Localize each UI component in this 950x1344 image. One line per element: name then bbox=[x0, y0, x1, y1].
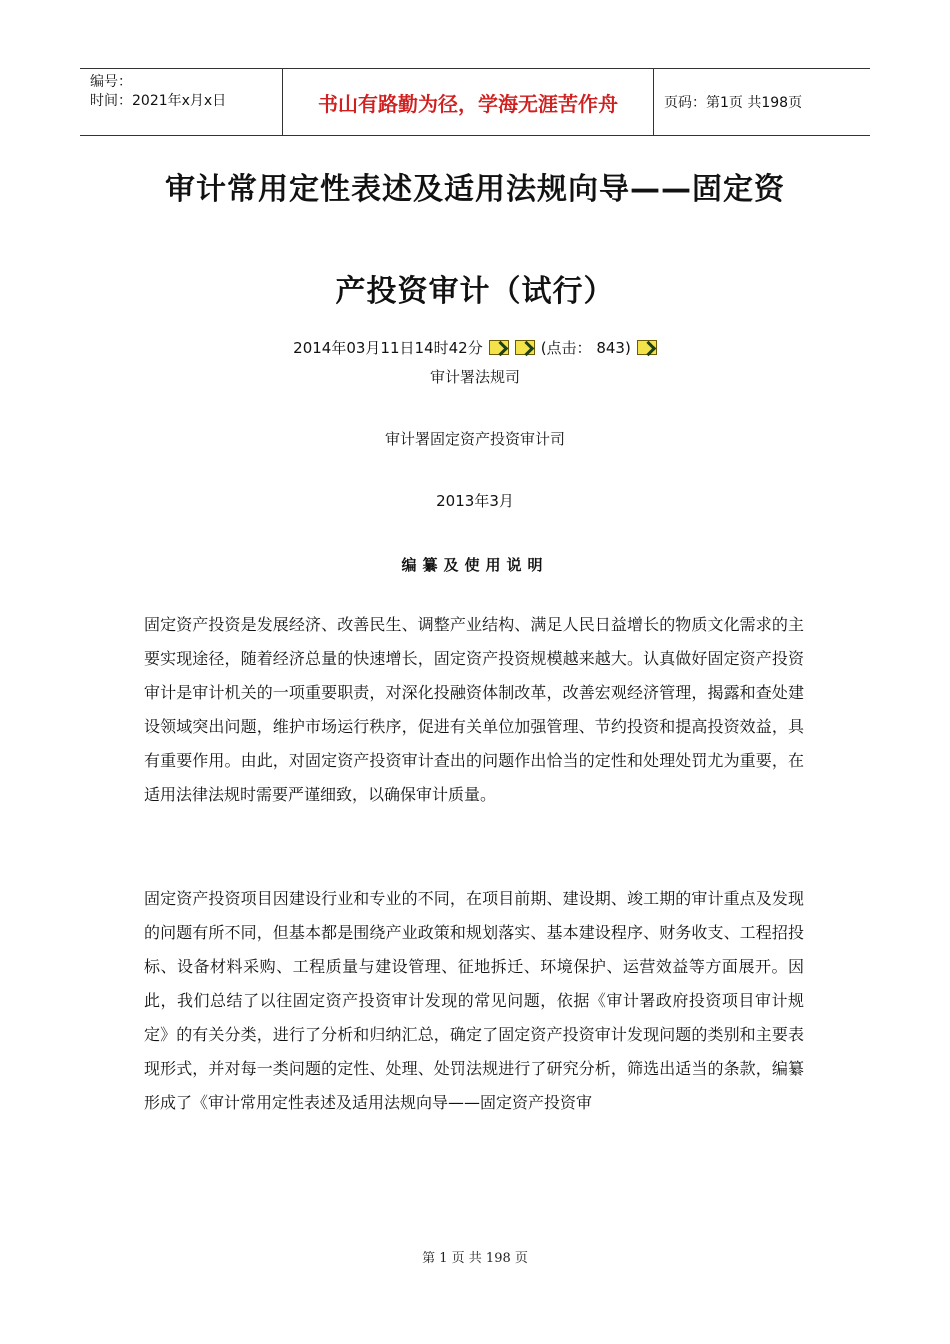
document-title-line2: 产投资审计（试行） bbox=[335, 274, 615, 309]
header-left bbox=[80, 69, 282, 135]
number-label: 编号： bbox=[90, 74, 132, 90]
page-footer: 第 1 页 共 198 页 bbox=[422, 1251, 528, 1266]
header-page-info: 页码：第1页 共198页 bbox=[664, 95, 803, 111]
document-title-line1: 审计常用定性表述及适用法规向导——固定资 bbox=[165, 172, 785, 207]
meta-line bbox=[0, 337, 950, 358]
document-header bbox=[80, 68, 870, 136]
paragraph-2: 固定资产投资项目因建设行业和专业的不同，在项目前期、建设期、竣工期的审计重点及发现的问题有所不同，但基本都是围绕产业政策和规划落实、基本建设程序、财务收支、工程招投标、设备材料采购、工程质量与建设管理、征地拆迁、环境保护、运营效益等方面展开。因此，我们总结了以往固定资产投资审计发现的常见问题，依据《审计署政府投资项目审计规定》的有关分类，进行了分析和归纳汇总，确定了固定资产投资审计发现问题的类别和主要表现形式，并对每一类问题的定性、处理、处罚法规进行了研究分析，筛选出适当的条款，编纂形成了《审计常用定性表述及适用法规向导——固定资产投资审 bbox=[144, 889, 804, 1112]
arrow-icon[interactable] bbox=[515, 340, 535, 355]
section-title: 编纂及使用说明 bbox=[401, 556, 549, 574]
click-count: (点击： 843) bbox=[540, 339, 631, 357]
organization: 审计署固定资产投资审计司 bbox=[384, 430, 565, 448]
publish-datetime: 2014年03月11日14时42分 bbox=[293, 339, 483, 357]
paragraph-1: 固定资产投资是发展经济、改善民生、调整产业结构、满足人民日益增长的物质文化需求的主要实现途径，随着经济总量的快速增长，固定资产投资规模越来越大。认真做好固定资产投资审计是审计机关的一项重要职责，对深化投融资体制改革，改善宏观经济管理，揭露和查处建设领域突出问题，维护市场运行秩序，促进有关单位加强管理、节约投资和提高投资效益，具有重要作用。由此，对固定资产投资审计查出的问题作出恰当的定性和处理处罚尤为重要，在适用法律法规时需要严谨细致，以确保审计质量。 bbox=[144, 615, 804, 804]
author: 审计署法规司 bbox=[429, 368, 520, 386]
document-date: 2013年3月 bbox=[436, 492, 514, 510]
header-motto: 书山有路勤为径，学海无涯苦作舟 bbox=[282, 69, 654, 135]
arrow-icon[interactable] bbox=[489, 340, 509, 355]
time-label: 时间：2021年x月x日 bbox=[90, 93, 227, 109]
arrow-icon[interactable] bbox=[637, 340, 657, 355]
